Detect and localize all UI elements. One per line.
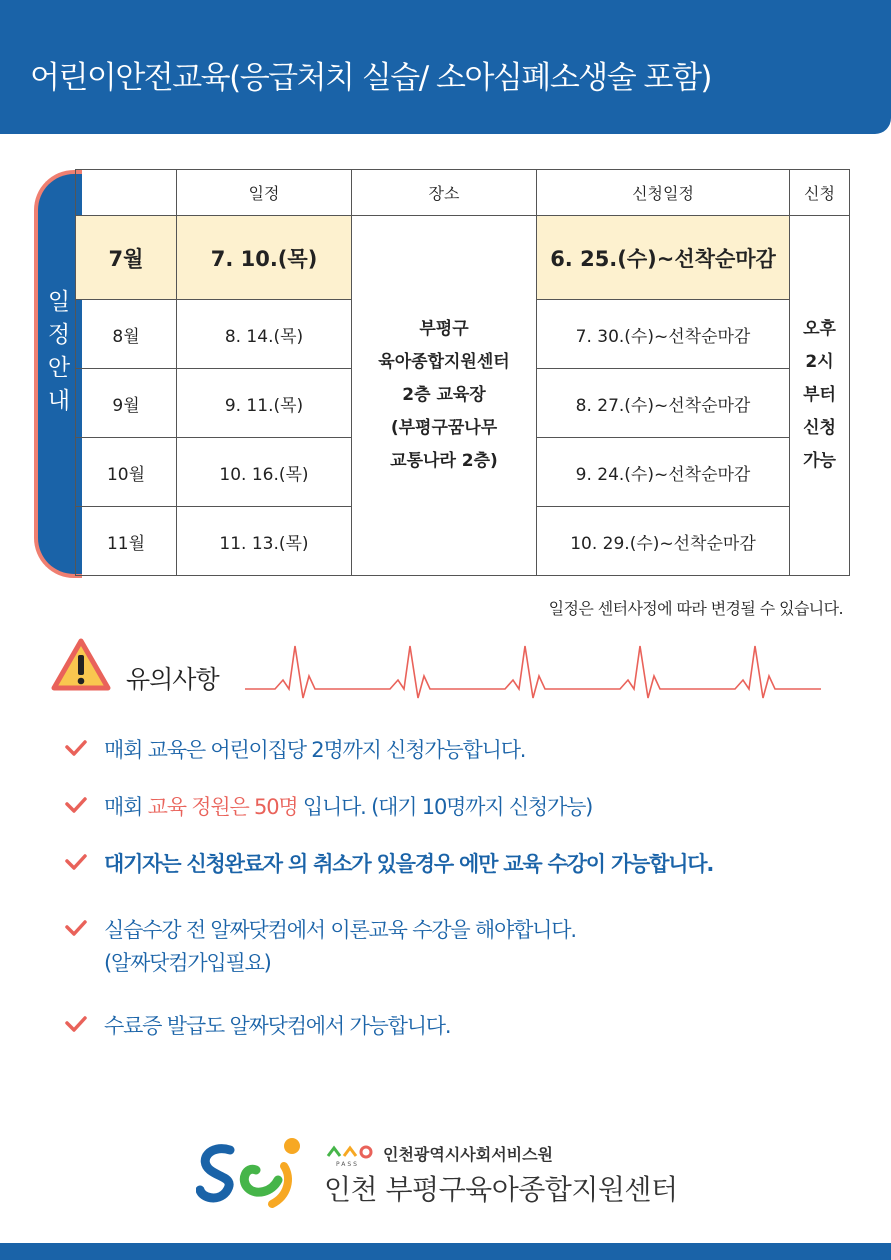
date-cell: 11. 13.(목) [177, 507, 352, 576]
table-row [76, 216, 850, 300]
header-cell: 일정 [177, 170, 352, 216]
check-icon [64, 795, 88, 815]
notice-text: 매회 교육은 어린이집당 2명까지 신청가능합니다. [104, 738, 526, 762]
header-cell: 신청일정 [537, 170, 790, 216]
notice-text: 수료증 발급도 알짜닷컴에서 가능합니다. [104, 1014, 451, 1038]
center-logo-icon [196, 1136, 316, 1210]
check-icon [64, 1014, 88, 1034]
side-tab-label: 일 정 안 내 [47, 289, 71, 414]
header-bar [0, 0, 891, 134]
notice-item [64, 734, 844, 767]
notice-text: 대기자는 신청완료자 의 취소가 있을경우 에만 교육 수강이 가능합니다. [104, 852, 714, 876]
header-cell: 신청 [790, 170, 850, 216]
notice-item [64, 848, 844, 881]
warning-icon [50, 637, 112, 693]
apply-period-cell: 9. 24.(수)~선착순마감 [537, 438, 790, 507]
notice-item [64, 1010, 844, 1043]
date-cell: 8. 14.(목) [177, 300, 352, 369]
month-cell: 8월 [76, 300, 177, 369]
date-cell: 9. 11.(목) [177, 369, 352, 438]
month-cell: 11월 [76, 507, 177, 576]
table-header-row [76, 170, 850, 216]
month-cell: 7월 [76, 216, 177, 300]
check-icon [64, 738, 88, 758]
page-title: 어린이안전교육(응급처치 실습/ 소아심폐소생술 포함) [30, 60, 712, 96]
notice-text [104, 791, 844, 824]
logo-pass-text: PASS [336, 1161, 359, 1168]
header-cell: 장소 [352, 170, 537, 216]
pass-mark-icon [326, 1144, 374, 1160]
notice-text-post: 입니다. (대기 10명까지 신청가능) [297, 795, 593, 819]
header-cell [76, 170, 177, 216]
notice-text-pre: 매회 [104, 795, 148, 819]
month-cell: 10월 [76, 438, 177, 507]
month-cell: 9월 [76, 369, 177, 438]
notice-item [64, 791, 844, 824]
date-cell: 10. 16.(목) [177, 438, 352, 507]
logo-org-name: 인천광역시사회서비스원 [383, 1145, 554, 1164]
apply-period-cell: 8. 27.(수)~선착순마감 [537, 369, 790, 438]
date-cell: 7. 10.(목) [177, 216, 352, 300]
apply-period-cell: 7. 30.(수)~선착순마감 [537, 300, 790, 369]
notice-highlight: 교육 정원은 50명 [147, 795, 298, 819]
check-icon [64, 918, 88, 938]
notice-item [64, 914, 844, 980]
apply-time-cell: 오후 2시 부터 신청 가능 [790, 216, 850, 576]
notice-text: 실습수강 전 알짜닷컴에서 이론교육 수강을 해야합니다. (알짜닷컴가입필요) [104, 918, 576, 975]
apply-period-cell: 10. 29.(수)~선착순마감 [537, 507, 790, 576]
schedule-change-note: 일정은 센터사정에 따라 변경될 수 있습니다. [548, 599, 843, 618]
apply-period-cell: 6. 25.(수)~선착순마감 [537, 216, 790, 300]
check-icon [64, 852, 88, 872]
place-cell: 부평구 육아종합지원센터 2층 교육장 (부평구꿈나무 교통나라 2층) [352, 216, 537, 576]
footer-bar [0, 1243, 891, 1260]
schedule-table [75, 169, 850, 576]
logo-center-name: 인천 부평구육아종합지원센터 [324, 1173, 678, 1206]
caution-title: 유의사항 [126, 665, 219, 694]
heartbeat-line-icon [245, 640, 825, 700]
